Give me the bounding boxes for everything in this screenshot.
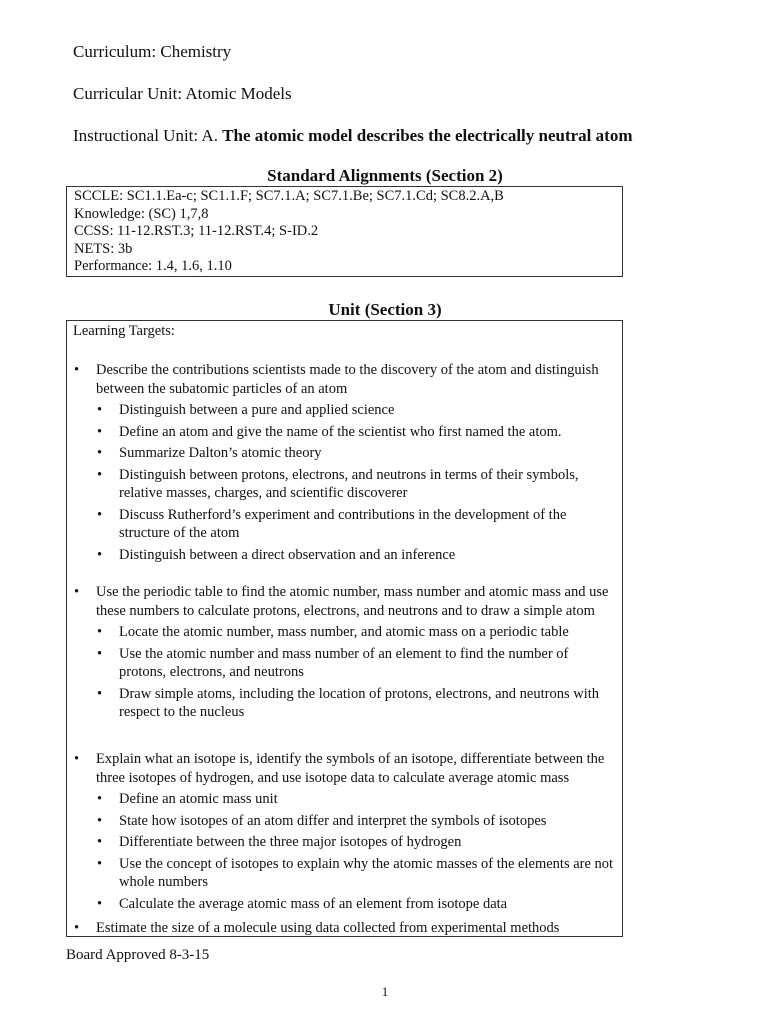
sub-target-text: Distinguish between a pure and applied science bbox=[119, 402, 395, 418]
instructional-unit-line bbox=[73, 126, 632, 146]
bullet-icon: • bbox=[97, 834, 103, 850]
instructional-unit-title: The atomic model describes the electrically neutral atom bbox=[222, 126, 633, 145]
curriculum-line: Curriculum: Chemistry bbox=[73, 42, 232, 61]
sub-target-text: Define an atom and give the name of the scientist who first named the atom. bbox=[119, 423, 562, 440]
sub-target bbox=[67, 812, 622, 831]
bullet-icon: • bbox=[97, 685, 103, 702]
learning-target-text: Describe the contributions scientists made to the discovery of the atom and distinguish between the subatomic particles of an atom bbox=[96, 362, 599, 397]
instructional-unit-prefix: Instructional Unit: A. bbox=[73, 126, 223, 145]
bullet-icon: • bbox=[74, 362, 80, 378]
bullet-icon: • bbox=[97, 506, 103, 523]
sub-target bbox=[67, 685, 622, 722]
sub-target bbox=[67, 855, 622, 892]
learning-target-text: Explain what an isotope is, identify the symbols of an isotope, differentiate between the three isotopes of hydrogen, and use isotope data to calculate average atomic mass bbox=[96, 751, 605, 786]
bullet-icon: • bbox=[97, 895, 103, 912]
learning-target-group bbox=[67, 919, 622, 938]
sub-target-text: Summarize Dalton’s atomic theory bbox=[119, 445, 322, 461]
unit-section-box bbox=[66, 320, 623, 937]
bullet-icon: • bbox=[97, 855, 103, 872]
alignment-line: CCSS: 11-12.RST.3; 11-12.RST.4; S-ID.2 bbox=[74, 223, 319, 240]
sub-target-text: Locate the atomic number, mass number, and atomic mass on a periodic table bbox=[119, 624, 569, 640]
page-number: 1 bbox=[381, 984, 389, 999]
bullet-icon: • bbox=[97, 402, 103, 418]
bullet-icon: • bbox=[97, 423, 103, 440]
bullet-icon: • bbox=[97, 546, 103, 563]
bullet-icon: • bbox=[97, 466, 103, 483]
board-approved: Board Approved 8-3-15 bbox=[66, 947, 210, 963]
sub-target bbox=[67, 423, 622, 442]
sub-target bbox=[67, 546, 622, 565]
alignment-line: SCCLE: SC1.1.Ea-c; SC1.1.F; SC7.1.A; SC7.1.Be; SC7.1.Cd; SC8.2.A,B bbox=[74, 188, 504, 204]
bullet-icon: • bbox=[97, 791, 103, 807]
curricular-unit-line: Curricular Unit: Atomic Models bbox=[73, 84, 292, 103]
sub-target-text: Define an atomic mass unit bbox=[119, 791, 278, 807]
learning-target-group bbox=[67, 361, 622, 564]
sub-target bbox=[67, 401, 622, 420]
bullet-icon: • bbox=[97, 624, 103, 640]
sub-target bbox=[67, 790, 622, 809]
standard-alignments-box bbox=[66, 186, 623, 277]
learning-target-text: Use the periodic table to find the atomic number, mass number and atomic mass and use these numbers to calculate protons, electrons, and neutrons and to draw a simple atom bbox=[96, 584, 609, 619]
sub-target-text: State how isotopes of an atom differ and interpret the symbols of isotopes bbox=[119, 812, 547, 829]
bullet-icon: • bbox=[74, 751, 80, 767]
learning-target bbox=[67, 919, 622, 938]
standard-alignments-title: Standard Alignments (Section 2) bbox=[267, 166, 503, 185]
learning-target bbox=[67, 361, 622, 398]
sub-target-text: Discuss Rutherford’s experiment and contributions in the development of the structure of the atom bbox=[119, 506, 567, 541]
bullet-icon: • bbox=[74, 584, 80, 600]
bullet-icon: • bbox=[97, 812, 103, 829]
sub-target-text: Calculate the average atomic mass of an element from isotope data bbox=[119, 895, 508, 912]
alignment-line: NETS: 3b bbox=[74, 240, 133, 257]
bullet-icon: • bbox=[74, 920, 80, 936]
sub-target bbox=[67, 444, 622, 463]
sub-target bbox=[67, 645, 622, 682]
sub-target bbox=[67, 623, 622, 642]
sub-target bbox=[67, 506, 622, 543]
sub-target bbox=[67, 833, 622, 852]
bullet-icon: • bbox=[97, 445, 103, 461]
sub-target-text: Use the concept of isotopes to explain why the atomic masses of the elements are not whole numbers bbox=[119, 855, 614, 890]
learning-targets-label: Learning Targets: bbox=[73, 323, 175, 339]
bullet-icon: • bbox=[97, 645, 103, 662]
unit-section-title: Unit (Section 3) bbox=[328, 300, 442, 319]
alignment-line: Performance: 1.4, 1.6, 1.10 bbox=[74, 258, 232, 275]
alignment-line: Knowledge: (SC) 1,7,8 bbox=[74, 205, 209, 222]
learning-target bbox=[67, 750, 622, 787]
learning-target bbox=[67, 583, 622, 620]
learning-target-group bbox=[67, 750, 622, 913]
sub-target-text: Distinguish between a direct observation and an inference bbox=[119, 546, 456, 563]
sub-target-text: Differentiate between the three major isotopes of hydrogen bbox=[119, 834, 462, 850]
learning-target-group bbox=[67, 583, 622, 722]
sub-target bbox=[67, 895, 622, 914]
sub-target-text: Draw simple atoms, including the location of protons, electrons, and neutrons with respect to the nucleus bbox=[119, 685, 600, 720]
learning-target-text: Estimate the size of a molecule using data collected from experimental methods bbox=[96, 920, 560, 936]
sub-target bbox=[67, 466, 622, 503]
sub-target-text: Distinguish between protons, electrons, and neutrons in terms of their symbols, relative masses, charges, and scientific discoverer bbox=[119, 466, 579, 501]
sub-target-text: Use the atomic number and mass number of an element to find the number of protons, electrons, and neutrons bbox=[119, 645, 569, 680]
